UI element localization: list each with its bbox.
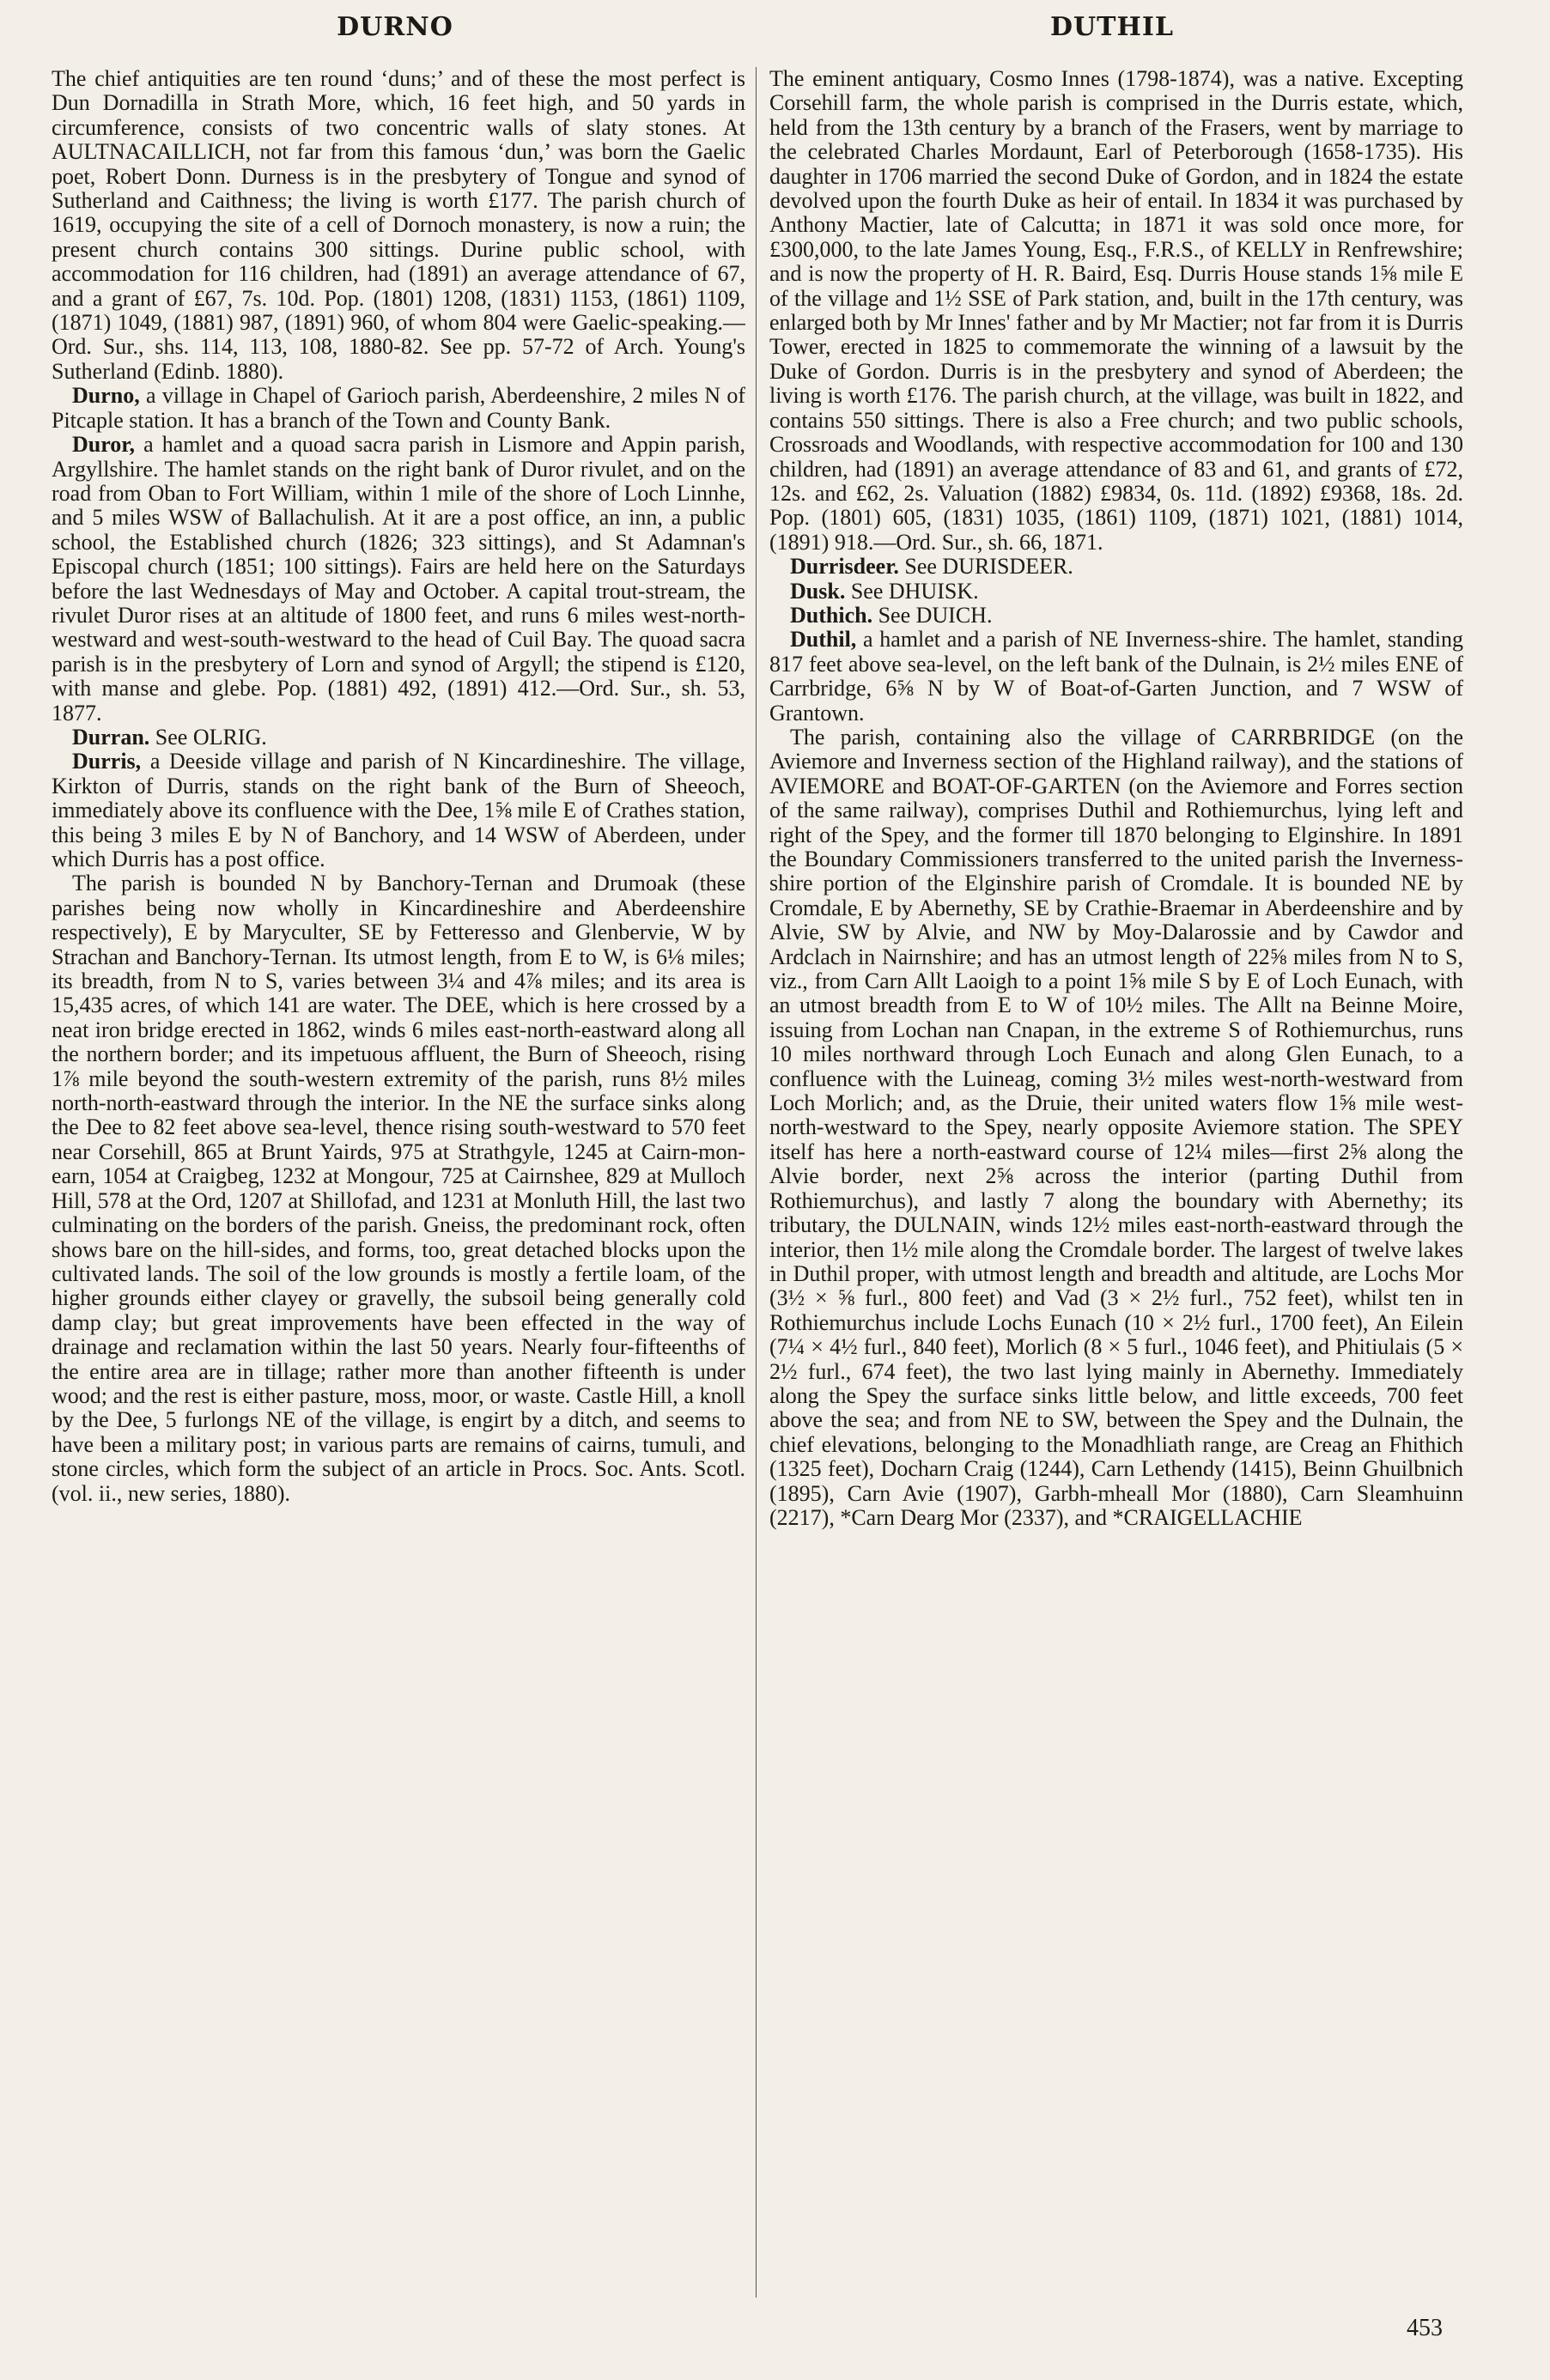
entry-text: The chief antiquities are ten round ‘duns;’ and of these the most perfect is Dun Dornadilla in Strath More, which, 16 feet high, and 50 yards in circumference, consists of two concentric walls of slaty stones. At AULTNACAILLICH, not far from this famous ‘dun,’ was born the Gaelic poet, Robert Donn. Durness is in the presbytery of Tongue and synod of Sutherland and Caithness; the living is worth £177. The parish church of 1619, occupying the site of a cell of Dornoch monastery, is now a ruin; the present church contains 300 sittings. Durine public school, with accommodation for 116 children, had (1891) an average attendance of 67, and a grant of £67, 7s. 10d. Pop. (1801) 1208, (1831) 1153, (1861) 1109, (1871) 1049, (1881) 987, (1891) 960, of whom 804 were Gaelic-speaking.—Ord. Sur., shs. 114, 113, 108, 1880-82. See pp. 57-72 of Arch. Young's Sutherland (Edinb. 1880). — [52, 67, 745, 384]
paragraph — [769, 628, 1463, 726]
paragraph — [769, 580, 1463, 604]
entry-text: The parish is bounded N by Banchory-Ternan and Drumoak (these parishes being now wholly in Kincardineshire and Aberdeenshire respectively), E by Maryculter, SE by Fetteresso and Glenbervie, W by Strachan and Banchory-Ternan. Its utmost length, from E to W, is 6⅛ miles; its breadth, from N to S, varies between 3¼ and 4⅞ miles; and its area is 15,435 acres, of which 141 are water. The DEE, which is here crossed by a neat iron bridge erected in 1862, winds 6 miles east-north-eastward along all the northern border; and its impetuous affluent, the Burn of Sheeoch, rising 1⅞ mile beyond the south-western extremity of the parish, runs 8½ miles north-north-eastward through the interior. In the NE the surface sinks along the Dee to 82 feet above sea-level, thence rising south-westward to 570 feet near Corsehill, 865 at Brunt Yairds, 975 at Strathgyle, 1245 at Cairn-mon-earn, 1054 at Craigbeg, 1232 at Mongour, 725 at Cairnshee, 829 at Mulloch Hill, 578 at the Ord, 1207 at Shillofad, and 1231 at Monluth Hill, the last two culminating on the borders of the parish. Gneiss, the predominant rock, often shows bare on the hill-sides, and forms, too, great detached blocks upon the cultivated lands. The soil of the low grounds is mostly a fertile loam, of the higher grounds either clayey or gravelly, the subsoil being generally cold damp clay; but great improvements have been effected in the way of drainage and reclamation within the last 50 years. Nearly four-fifteenths of the entire area are in tillage; rather more than another fifteenth is under wood; and the rest is either pasture, moss, moor, or waste. Castle Hill, a knoll by the Dee, 5 furlongs NE of the village, is engirt by a ditch, and seems to have been a military post; in various parts are remains of cairns, tumuli, and stone circles, which form the subject of an article in Procs. Soc. Ants. Scotl. (vol. ii., new series, 1880). — [52, 871, 745, 1506]
entry-headword: Durris, — [72, 749, 142, 774]
entry-text: See OLRIG. — [149, 724, 267, 750]
entry-headword: Duror, — [72, 432, 135, 458]
left-column — [52, 67, 745, 2334]
right-column — [769, 67, 1463, 2334]
paragraph — [52, 433, 745, 726]
running-head-left: DURNO — [337, 12, 453, 42]
running-head-right: DUTHIL — [1050, 12, 1174, 42]
paragraph — [769, 726, 1463, 1530]
entry-headword: Durrisdeer. — [790, 554, 899, 580]
entry-headword: Duthil, — [790, 627, 857, 653]
paragraph — [769, 604, 1463, 628]
paragraph — [52, 750, 745, 871]
entry-headword: Durno, — [72, 383, 140, 409]
entry-headword: Duthich. — [790, 602, 873, 628]
page-number: 453 — [1407, 2315, 1443, 2341]
entry-text: a Deeside village and parish of N Kincardineshire. The village, Kirkton of Durris, stands on the right bank of the Burn of Sheeoch, immediately above its confluence with the Dee, 1⅝ mile E of Crathes station, this being 3 miles E by N of Banchory, and 14 WSW of Aberdeen, under which Durris has a post office. — [52, 749, 745, 871]
entry-headword: Dusk. — [790, 578, 846, 604]
entry-headword: Durran. — [72, 724, 150, 750]
paragraph — [769, 67, 1463, 555]
entry-text: a hamlet and a parish of NE Inverness-shire. The hamlet, standing 817 feet above sea-level, on the left bank of the Dulnain, is 2½ miles ENE of Carrbridge, 6⅝ N by W of Boat-of-Garten Junction, and 7 WSW of Grantown. — [769, 627, 1463, 726]
paragraph — [52, 384, 745, 433]
paragraph — [52, 67, 745, 384]
entry-text: The parish, containing also the village of CARRBRIDGE (on the Aviemore and Inverness section of the Highland railway), and the stations of AVIEMORE and BOAT-OF-GARTEN (on the Aviemore and Forres section of the same railway), comprises Duthil and Rothiemurchus, lying left and right of the Spey, and the former till 1870 belonging to Elginshire. In 1891 the Boundary Commissioners transferred to the united parish the Inverness-shire portion of the Elginshire parish of Cromdale. It is bounded NE by Cromdale, E by Abernethy, SE by Crathie-Braemar in Aberdeenshire and by Alvie, SW by Alvie, and NW by Moy-Dalarossie and by Cawdor and Ardclach in Nairnshire; and has an utmost length of 22⅝ miles from N to S, viz., from Carn Allt Laoigh to a point 1⅝ mile S by E of Loch Eunach, with an utmost breadth from E to W of 10½ miles. The Allt na Beinne Moire, issuing from Lochan nan Cnapan, in the extreme S of Rothiemurchus, runs 10 miles northward through Loch Eunach and along Glen Eunach, to a confluence with the Luineag, coming 3½ miles west-north-westward from Loch Morlich; and, as the Druie, their united waters flow 1⅝ mile west-north-westward to the Spey, nearly opposite Aviemore station. The SPEY itself has here a north-eastward course of 12¼ miles—first 2⅝ along the Alvie border, next 2⅝ across the interior (parting Duthil from Rothiemurchus), and lastly 7 along the boundary with Abernethy; its tributary, the DULNAIN, winds 12½ miles east-north-eastward through the interior, then 1½ mile along the Cromdale border. The largest of twelve lakes in Duthil proper, with utmost length and breadth and altitude, are Lochs Mor (3½ × ⅝ furl., 800 feet) and Vad (3 × 2½ furl., 752 feet), whilst ten in Rothiemurchus include Lochs Eunach (10 × 2½ furl., 1700 feet), An Eilein (7¼ × 4½ furl., 840 feet), Morlich (8 × 5 furl., 1046 feet), and Phitiulais (5 × 2½ furl., 674 feet), the two last lying mainly in Abernethy. Immediately along the Spey the surface sinks little below, and little exceeds, 700 feet above the sea; and from NE to SW, between the Spey and the Dulnain, the chief elevations, belonging to the Monadhliath range, are Creag an Fhithich (1325 feet), Docharn Craig (1244), Carn Lethendy (1415), Beinn Ghuilbnich (1895), Carn Avie (1907), Garbh-mheall Mor (1880), Carn Sleamhuinn (2217), *Carn Dearg Mor (2337), and *CRAIGELLACHIE — [769, 724, 1463, 1530]
entry-text: See DURISDEER. — [898, 554, 1073, 580]
paragraph — [769, 555, 1463, 579]
paragraph — [52, 871, 745, 1506]
paragraph — [52, 726, 745, 750]
entry-text: See DUICH. — [872, 602, 993, 628]
entry-text: See DHUISK. — [845, 578, 979, 604]
column-divider — [756, 67, 757, 2298]
entry-text: The eminent antiquary, Cosmo Innes (1798-1874), was a native. Excepting Corsehill farm, the whole parish is comprised in the Durris estate, which, held from the 13th century by a branch of the Frasers, went by marriage to the celebrated Charles Mordaunt, Earl of Peterborough (1658-1735). His daughter in 1706 married the second Duke of Gordon, and in 1824 the estate devolved upon the fourth Duke as heir of entail. In 1834 it was purchased by Anthony Mactier, late of Calcutta; in 1871 it was sold once more, for £300,000, to the late James Young, Esq., F.R.S., of KELLY in Renfrewshire; and is now the property of H. R. Baird, Esq. Durris House stands 1⅝ mile E of the village and 1½ SSE of Park station, and, built in the 17th century, was enlarged both by Mr Innes' father and by Mr Mactier; not far from it is Durris Tower, erected in 1825 to commemorate the winning of a lawsuit by the Duke of Gordon. Durris is in the presbytery and synod of Aberdeen; the living is worth £176. The parish church, at the village, was built in 1822, and contains 550 sittings. There is also a Free church; and two public schools, Crossroads and Woodlands, with respective accommodation for 100 and 130 children, had (1891) an average attendance of 83 and 61, and grants of £72, 12s. and £62, 2s. Valuation (1882) £9834, 0s. 11d. (1892) £9368, 18s. 2d. Pop. (1801) 605, (1831) 1035, (1861) 1109, (1871) 1021, (1881) 1014, (1891) 918.—Ord. Sur., sh. 66, 1871. — [769, 67, 1463, 555]
entry-text: a village in Chapel of Garioch parish, Aberdeenshire, 2 miles N of Pitcaple station. It has a branch of the Town and County Bank. — [52, 383, 745, 433]
entry-text: a hamlet and a quoad sacra parish in Lismore and Appin parish, Argyllshire. The hamlet stands on the right bank of Duror rivulet, and on the road from Oban to Fort William, within 1 mile of the shore of Loch Linnhe, and 5 miles WSW of Ballachulish. At it are a post office, an inn, a public school, the Established church (1826; 323 sittings), and St Adamnan's Episcopal church (1851; 100 sittings). Fairs are held here on the Saturdays before the last Wednesdays of May and October. A capital trout-stream, the rivulet Duror rises at an altitude of 1800 feet, and runs 6 miles west-north-westward and west-south-westward to the head of Cuil Bay. The quoad sacra parish is in the presbytery of Lorn and synod of Argyll; the stipend is £120, with manse and glebe. Pop. (1881) 492, (1891) 412.—Ord. Sur., sh. 53, 1877. — [52, 432, 745, 726]
